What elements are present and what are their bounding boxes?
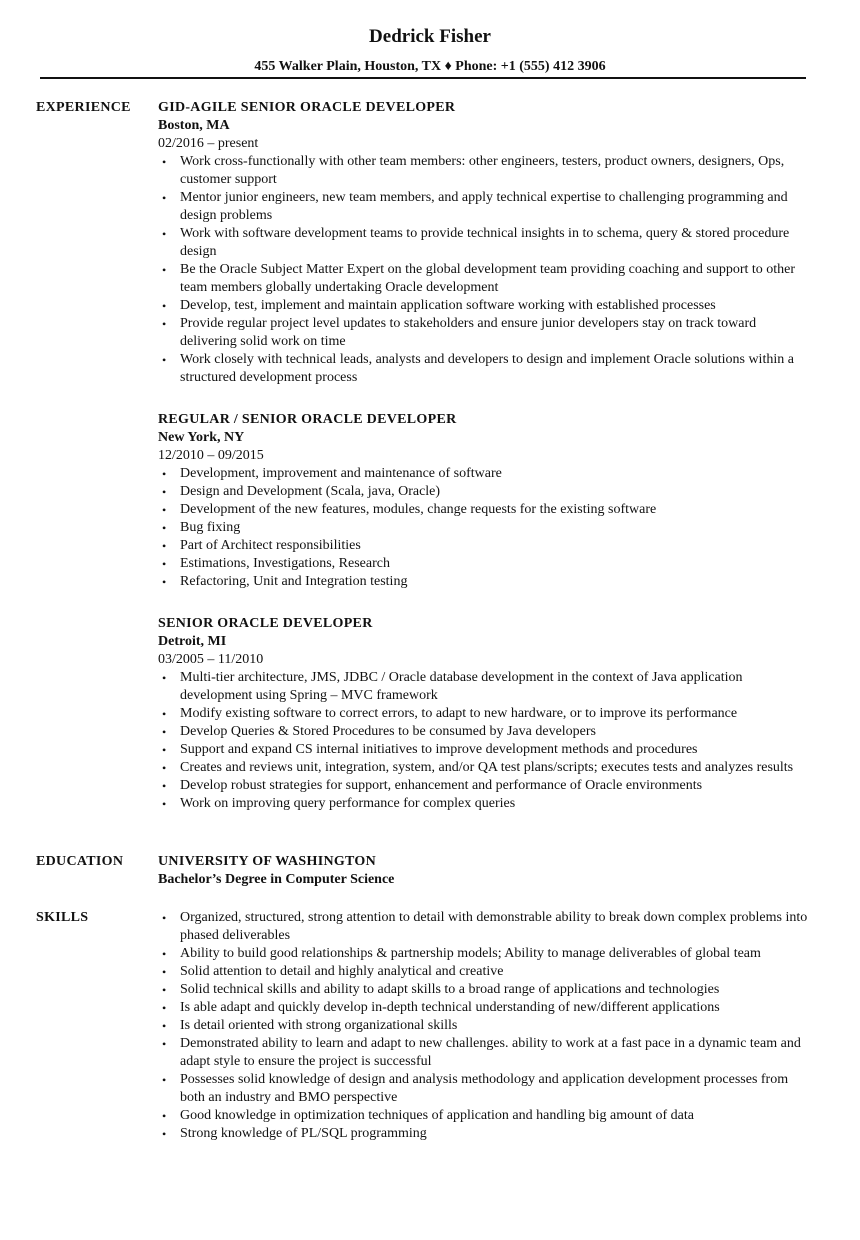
list-item [158, 1035, 808, 1071]
list-item [158, 537, 808, 555]
job-entry [158, 411, 808, 591]
list-item-text: Provide regular project level updates to stakeholders and ensure junior developers stay on track toward delivering solid work on time [180, 316, 757, 349]
list-item-text: Development, improvement and maintenance of software [180, 466, 502, 481]
bullet-icon: • [162, 911, 167, 925]
education-degree: Bachelor’s Degree in Computer Science [158, 872, 395, 887]
list-item [158, 1017, 808, 1035]
job-bullets [158, 465, 808, 591]
list-item-text: Good knowledge in optimization techniques of application and handling big amount of data [180, 1108, 694, 1123]
experience-label: EXPERIENCE [36, 100, 131, 115]
list-item-text: Multi-tier architecture, JMS, JDBC / Oracle database development in the context of Java application development using Spring – MVC framework [180, 670, 743, 703]
skills-body [158, 909, 808, 1143]
skills-list [158, 909, 808, 1143]
list-item [158, 909, 808, 945]
list-item-text: Solid technical skills and ability to adapt skills to a broad range of applications and technologies [180, 982, 720, 997]
list-item [158, 963, 808, 981]
bullet-icon: • [162, 1019, 167, 1033]
header-divider [40, 77, 806, 79]
list-item-text: Work with software development teams to provide technical insights in to schema, query & stored procedure design [180, 226, 790, 259]
list-item [158, 189, 808, 225]
list-item-text: Modify existing software to correct errors, to adapt to new hardware, or to improve its performance [180, 706, 738, 721]
list-item-text: Strong knowledge of PL/SQL programming [180, 1126, 427, 1141]
list-item-text: Is detail oriented with strong organizational skills [180, 1018, 458, 1033]
list-item-text: Part of Architect responsibilities [180, 538, 361, 553]
list-item [158, 1107, 808, 1125]
list-item [158, 759, 808, 777]
list-item-text: Refactoring, Unit and Integration testing [180, 574, 408, 589]
resume-header [0, 24, 860, 76]
list-item [158, 315, 808, 351]
job-dates: 02/2016 – present [158, 136, 259, 151]
job-entry [158, 99, 808, 387]
list-item [158, 795, 808, 813]
list-item [158, 669, 808, 705]
list-item-text: Possesses solid knowledge of design and analysis methodology and application development processes from both an industry and BMO perspective [180, 1072, 789, 1105]
job-location: Detroit, MI [158, 634, 227, 649]
list-item-text: Be the Oracle Subject Matter Expert on the global development team providing coaching and support to other team members globally undertaking Oracle development [180, 262, 796, 295]
list-item [158, 573, 808, 591]
bullet-icon: • [162, 485, 167, 499]
list-item [158, 945, 808, 963]
bullet-icon: • [162, 263, 167, 277]
contact-line: 455 Walker Plain, Houston, TX ♦ Phone: +1 (555) 412 3906 [254, 59, 606, 74]
bullet-icon: • [162, 779, 167, 793]
skills-label: SKILLS [36, 910, 89, 925]
list-item-text: Demonstrated ability to learn and adapt to new challenges. ability to work at a fast pace in a dynamic team and adapt style to ensure the project is successful [180, 1036, 801, 1069]
bullet-icon: • [162, 743, 167, 757]
list-item-text: Estimations, Investigations, Research [180, 556, 390, 571]
job-dates: 03/2005 – 11/2010 [158, 652, 264, 667]
list-item [158, 777, 808, 795]
list-item [158, 501, 808, 519]
job-title: GID-AGILE SENIOR ORACLE DEVELOPER [158, 100, 456, 115]
list-item [158, 741, 808, 759]
list-item-text: Work closely with technical leads, analysts and developers to design and implement Oracle solutions within a structured development process [180, 352, 794, 385]
list-item [158, 705, 808, 723]
bullet-icon: • [162, 947, 167, 961]
list-item-text: Mentor junior engineers, new team members, and apply technical expertise to challenging programming and design problems [180, 190, 788, 223]
list-item-text: Work cross-functionally with other team members: other engineers, testers, product owners, designers, Ops, customer support [180, 154, 785, 187]
education-label: EDUCATION [36, 854, 124, 869]
list-item [158, 981, 808, 999]
bullet-icon: • [162, 503, 167, 517]
list-item [158, 297, 808, 315]
list-item-text: Is able adapt and quickly develop in-depth technical understanding of new/different applications [180, 1000, 720, 1015]
bullet-icon: • [162, 353, 167, 367]
list-item-text: Design and Development (Scala, java, Oracle) [180, 484, 441, 499]
list-item-text: Organized, structured, strong attention to detail with demonstrable ability to break down complex problems into phased deliverables [180, 910, 808, 943]
list-item-text: Develop robust strategies for support, enhancement and performance of Oracle environments [180, 778, 703, 793]
bullet-icon: • [162, 1109, 167, 1123]
bullet-icon: • [162, 725, 167, 739]
bullet-icon: • [162, 983, 167, 997]
bullet-icon: • [162, 539, 167, 553]
list-item [158, 723, 808, 741]
list-item-text: Solid attention to detail and highly analytical and creative [180, 964, 504, 979]
bullet-icon: • [162, 191, 167, 205]
list-item [158, 555, 808, 573]
bullet-icon: • [162, 1127, 167, 1141]
list-item-text: Development of the new features, modules, change requests for the existing software [180, 502, 657, 517]
job-bullets [158, 153, 808, 387]
bullet-icon: • [162, 467, 167, 481]
bullet-icon: • [162, 761, 167, 775]
list-item [158, 465, 808, 483]
bullet-icon: • [162, 1001, 167, 1015]
list-item [158, 351, 808, 387]
list-item-text: Develop, test, implement and maintain application software working with established processes [180, 298, 716, 313]
bullet-icon: • [162, 227, 167, 241]
job-title: REGULAR / SENIOR ORACLE DEVELOPER [158, 412, 457, 427]
bullet-icon: • [162, 317, 167, 331]
list-item-text: Support and expand CS internal initiatives to improve development methods and procedures [180, 742, 698, 757]
education-body [158, 853, 808, 889]
bullet-icon: • [162, 521, 167, 535]
job-location: Boston, MA [158, 118, 230, 133]
bullet-icon: • [162, 671, 167, 685]
bullet-icon: • [162, 1073, 167, 1087]
list-item [158, 1071, 808, 1107]
bullet-icon: • [162, 155, 167, 169]
candidate-name: Dedrick Fisher [369, 26, 491, 47]
bullet-icon: • [162, 557, 167, 571]
experience-body [158, 99, 808, 837]
job-bullets [158, 669, 808, 813]
list-item [158, 225, 808, 261]
list-item [158, 519, 808, 537]
list-item [158, 1125, 808, 1143]
job-title: SENIOR ORACLE DEVELOPER [158, 616, 373, 631]
list-item [158, 261, 808, 297]
list-item [158, 153, 808, 189]
list-item-text: Creates and reviews unit, integration, system, and/or QA test plans/scripts; executes tests and analyzes results [180, 760, 794, 775]
education-school: UNIVERSITY OF WASHINGTON [158, 854, 377, 869]
list-item [158, 483, 808, 501]
list-item-text: Develop Queries & Stored Procedures to be consumed by Java developers [180, 724, 596, 739]
list-item-text: Ability to build good relationships & partnership models; Ability to manage deliverables of global team [180, 946, 761, 961]
bullet-icon: • [162, 1037, 167, 1051]
list-item-text: Bug fixing [180, 520, 241, 535]
job-dates: 12/2010 – 09/2015 [158, 448, 264, 463]
bullet-icon: • [162, 575, 167, 589]
bullet-icon: • [162, 707, 167, 721]
bullet-icon: • [162, 965, 167, 979]
list-item-text: Work on improving query performance for complex queries [180, 796, 516, 811]
bullet-icon: • [162, 797, 167, 811]
bullet-icon: • [162, 299, 167, 313]
job-location: New York, NY [158, 430, 245, 445]
list-item [158, 999, 808, 1017]
job-entry [158, 615, 808, 813]
